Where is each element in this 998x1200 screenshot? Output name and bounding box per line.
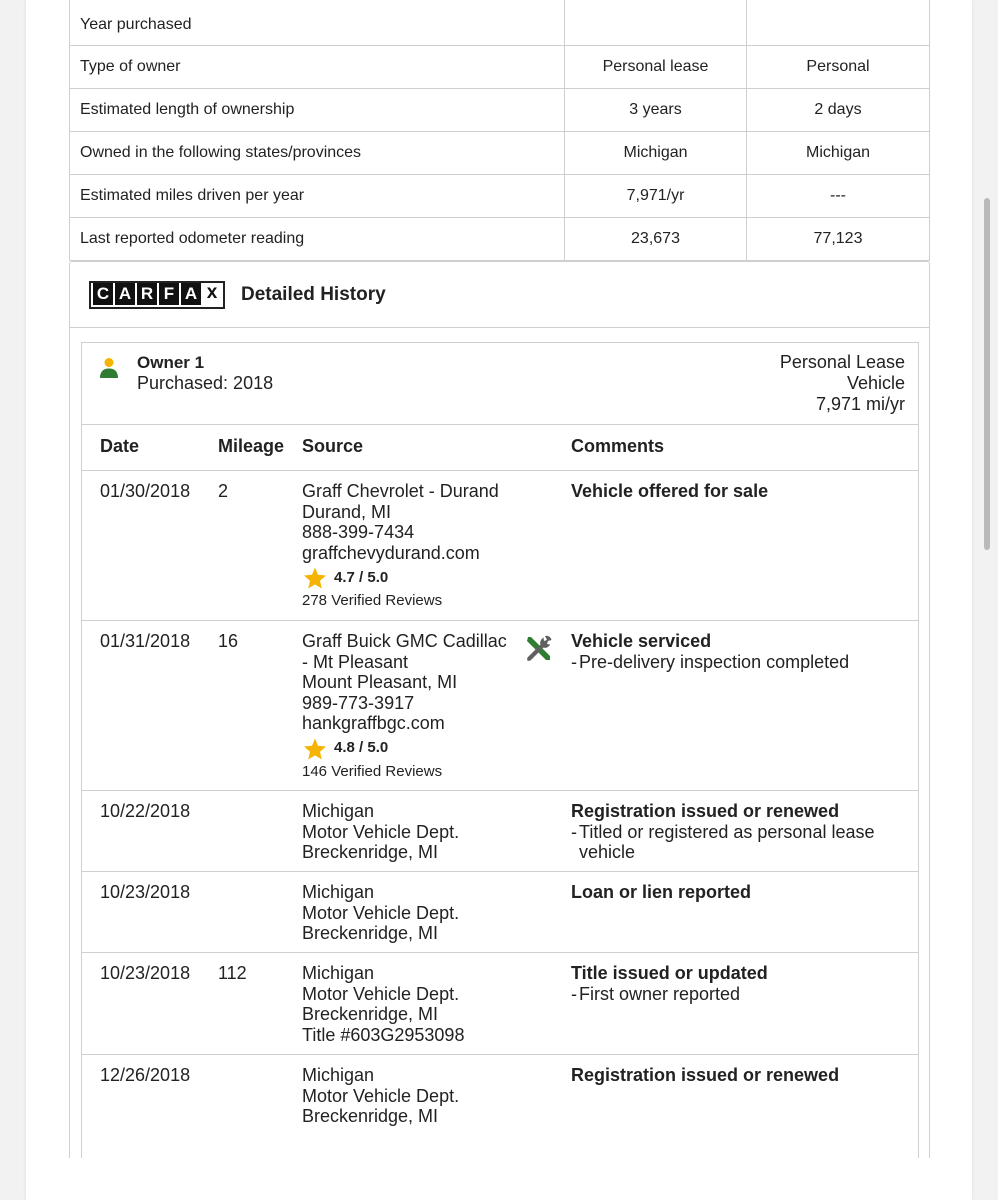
person-icon bbox=[99, 357, 119, 379]
comment-detail: - First owner reported bbox=[571, 983, 741, 1004]
reviews-link[interactable]: 278 Verified Reviews bbox=[302, 592, 443, 609]
logo-letter: x bbox=[203, 283, 221, 305]
owner-miles: 7,971 mi/yr bbox=[815, 394, 905, 414]
scrollbar-thumb[interactable] bbox=[984, 198, 990, 550]
source-line: Michigan bbox=[302, 882, 375, 902]
logo-letter: A bbox=[181, 283, 201, 305]
owner-name: Owner 1 bbox=[137, 353, 205, 372]
comment-title: Registration issued or renewed bbox=[571, 1065, 840, 1085]
source-line: Michigan bbox=[302, 963, 375, 983]
record-mileage: 2 bbox=[218, 481, 229, 501]
record-date: 10/23/2018 bbox=[100, 882, 191, 902]
history-row bbox=[82, 791, 918, 872]
comment-title: Title issued or updated bbox=[571, 963, 768, 983]
col-mileage: Mileage bbox=[218, 436, 285, 456]
logo-letter: A bbox=[115, 283, 135, 305]
summary-owner1-value bbox=[565, 0, 747, 45]
source-line: Breckenridge, MI bbox=[302, 1004, 439, 1024]
history-row bbox=[82, 471, 918, 621]
summary-label: Owned in the following states/provinces bbox=[70, 132, 565, 174]
report-page bbox=[26, 0, 972, 1200]
summary-owner2-value: --- bbox=[830, 187, 846, 204]
owner-type-line: Personal Lease bbox=[779, 352, 905, 372]
summary-owner2-value bbox=[747, 0, 929, 45]
history-row bbox=[82, 621, 918, 791]
record-mileage: 112 bbox=[218, 963, 247, 983]
comment-detail-line: vehicle bbox=[579, 842, 636, 862]
logo-letter: C bbox=[93, 283, 113, 305]
comment-detail-text bbox=[579, 822, 875, 863]
record-source bbox=[302, 882, 527, 944]
summary-label: Type of owner bbox=[70, 46, 565, 88]
record-comments bbox=[571, 801, 906, 863]
dealer-rating bbox=[302, 567, 527, 589]
record-source bbox=[302, 963, 527, 1045]
summary-owner1-value: 7,971/yr bbox=[565, 175, 747, 217]
history-row bbox=[82, 953, 918, 1055]
source-line: Graff Buick GMC Cadillac bbox=[302, 631, 507, 651]
source-line: 989-773-3917 bbox=[302, 692, 415, 713]
summary-owner2-value: 2 days bbox=[814, 101, 862, 118]
owner-type-line: Vehicle bbox=[846, 373, 905, 393]
star-icon bbox=[303, 737, 327, 761]
record-date: 01/30/2018 bbox=[100, 481, 191, 501]
history-row bbox=[82, 872, 918, 953]
source-line: Motor Vehicle Dept. bbox=[302, 821, 460, 842]
record-comments bbox=[571, 631, 906, 672]
owner-header bbox=[82, 343, 918, 425]
detailed-history-header bbox=[70, 262, 929, 328]
source-line: - Mt Pleasant bbox=[302, 651, 409, 672]
summary-row bbox=[69, 46, 930, 89]
carfax-logo bbox=[89, 281, 225, 309]
record-comments bbox=[571, 1065, 906, 1086]
source-line: Graff Chevrolet - Durand bbox=[302, 481, 499, 501]
record-mileage: 16 bbox=[218, 631, 239, 651]
summary-label: Estimated length of ownership bbox=[70, 89, 565, 131]
summary-owner2-value: Personal bbox=[806, 58, 870, 75]
record-source bbox=[302, 801, 527, 863]
source-line: Motor Vehicle Dept. bbox=[302, 983, 460, 1004]
record-source bbox=[302, 1065, 527, 1127]
ownership-summary-table bbox=[69, 0, 930, 261]
source-line: Breckenridge, MI bbox=[302, 1106, 439, 1126]
record-comments bbox=[571, 481, 906, 502]
comment-detail: - Titled or registered as personal lease vehicle bbox=[571, 821, 875, 862]
comment-detail-text: Pre-delivery inspection completed bbox=[579, 651, 850, 672]
source-line: Motor Vehicle Dept. bbox=[302, 1085, 460, 1106]
comment-title: Loan or lien reported bbox=[571, 882, 752, 902]
summary-label: Last reported odometer reading bbox=[70, 218, 565, 260]
summary-owner1-value: Michigan bbox=[565, 132, 747, 174]
summary-owner2-value: Michigan bbox=[805, 144, 871, 161]
comment-detail-text: First owner reported bbox=[579, 983, 741, 1004]
source-line: 888-399-7434 bbox=[302, 522, 415, 542]
record-date: 01/31/2018 bbox=[100, 631, 191, 651]
comment-title: Vehicle serviced bbox=[571, 631, 712, 651]
summary-owner1-value: 23,673 bbox=[565, 218, 747, 260]
source-line: Michigan bbox=[302, 1065, 375, 1085]
summary-row bbox=[69, 175, 930, 218]
record-source bbox=[302, 631, 527, 782]
detailed-history-card bbox=[69, 261, 930, 1200]
comment-detail-line: Titled or registered as personal lease bbox=[579, 821, 875, 842]
page-bottom-margin bbox=[26, 1158, 972, 1200]
source-line: Motor Vehicle Dept. bbox=[302, 902, 460, 923]
tools-icon bbox=[523, 633, 555, 665]
logo-letter: R bbox=[137, 283, 157, 305]
summary-label: Year purchased bbox=[70, 0, 565, 45]
summary-label: Estimated miles driven per year bbox=[70, 175, 565, 217]
col-source: Source bbox=[302, 436, 364, 456]
source-link[interactable]: hankgraffbgc.com bbox=[302, 713, 445, 733]
section-title: Detailed History bbox=[241, 283, 386, 305]
summary-row bbox=[69, 0, 930, 46]
source-line: Title #603G2953098 bbox=[302, 1024, 465, 1045]
comment-title: Vehicle offered for sale bbox=[571, 481, 769, 501]
record-comments bbox=[571, 963, 906, 1004]
logo-letter: F bbox=[159, 283, 179, 305]
record-date: 12/26/2018 bbox=[100, 1065, 191, 1085]
source-line: Breckenridge, MI bbox=[302, 842, 439, 862]
owner-purchased: Purchased: 2018 bbox=[137, 373, 274, 393]
history-table-header bbox=[82, 425, 918, 471]
source-link[interactable]: graffchevydurand.com bbox=[302, 542, 480, 563]
record-date: 10/23/2018 bbox=[100, 963, 191, 983]
comment-title: Registration issued or renewed bbox=[571, 801, 840, 821]
record-source bbox=[302, 481, 527, 612]
reviews-link[interactable]: 146 Verified Reviews bbox=[302, 762, 443, 780]
col-date: Date bbox=[100, 436, 140, 456]
summary-owner1-value: 3 years bbox=[565, 89, 747, 131]
summary-owner1-value: Personal lease bbox=[565, 46, 747, 88]
source-line: Michigan bbox=[302, 801, 375, 821]
record-date: 10/22/2018 bbox=[100, 801, 191, 821]
summary-row bbox=[69, 218, 930, 261]
dealer-rating bbox=[302, 738, 527, 760]
summary-owner2-value: 77,123 bbox=[813, 230, 863, 247]
rating-value: 4.7 / 5.0 bbox=[334, 568, 389, 586]
source-line: Breckenridge, MI bbox=[302, 923, 439, 943]
source-line: Mount Pleasant, MI bbox=[302, 672, 458, 692]
record-comments bbox=[571, 882, 906, 903]
col-comments: Comments bbox=[571, 436, 665, 456]
source-line: Durand, MI bbox=[302, 501, 392, 522]
comment-detail: - Pre-delivery inspection completed bbox=[571, 651, 850, 672]
star-icon bbox=[303, 566, 327, 590]
history-row bbox=[82, 1055, 918, 1165]
rating-value: 4.8 / 5.0 bbox=[334, 739, 389, 757]
owner-section bbox=[81, 342, 919, 1200]
summary-row bbox=[69, 132, 930, 175]
summary-row bbox=[69, 89, 930, 132]
owner-type bbox=[780, 352, 905, 415]
